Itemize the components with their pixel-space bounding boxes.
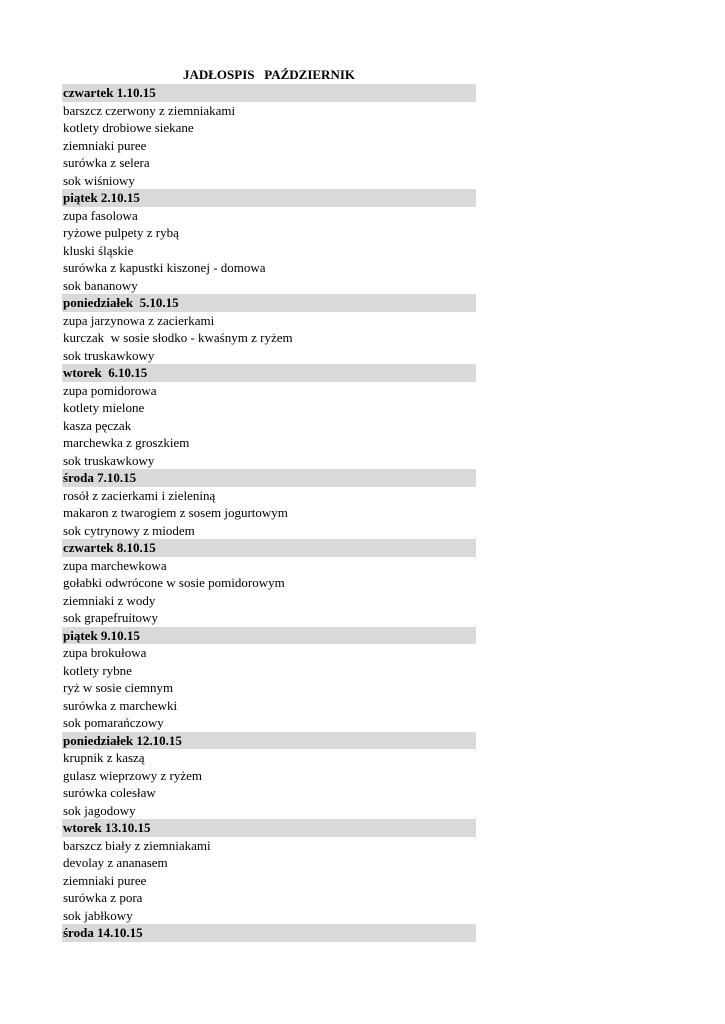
menu-item: sok wiśniowy [63,172,135,188]
menu-item: sok truskawkowy [63,452,155,468]
day-header: piątek 9.10.15 [62,627,476,645]
menu-item: surówka colesław [63,785,156,800]
day-header: środa 7.10.15 [62,469,476,487]
menu-item: sok grapefruitowy [63,610,158,625]
menu-item: kasza pęczak [63,417,132,433]
menu-item: gulasz wieprzowy z ryżem [63,767,202,783]
menu-item: ziemniaki puree [63,872,147,888]
menu-item: marchewka z groszkiem [63,435,190,450]
menu-item: sok truskawkowy [63,347,155,363]
menu-item: barszcz czerwony z ziemniakami [63,102,236,118]
day-header: poniedziałek 5.10.15 [62,294,476,312]
day-header: piątek 2.10.15 [62,189,476,207]
menu-item: sok jabłkowy [63,907,133,923]
menu-item: surówka z marchewki [63,697,178,713]
menu-item: kluski śląskie [63,242,134,258]
menu-item: zupa pomidorowa [63,382,157,398]
menu-item: surówka z selera [63,155,150,170]
day-header: wtorek 6.10.15 [62,364,476,382]
menu-item: devolay z ananasem [63,855,168,870]
menu-item: krupnik z kaszą [63,750,145,765]
menu-item: sok cytrynowy z miodem [63,522,195,538]
menu-item: zupa jarzynowa z zacierkami [63,312,215,328]
menu-item: ryżowe pulpety z rybą [63,225,179,240]
menu-item: zupa brokułowa [63,645,147,660]
menu-item: sok bananowy [63,277,138,293]
day-header: poniedziałek 12.10.15 [62,732,476,750]
day-header: środa 14.10.15 [62,924,476,942]
menu-item: makaron z twarogiem z sosem jogurtowym [63,505,288,520]
menu-item: sok pomarańczowy [63,715,164,730]
menu-item: zupa marchewkowa [63,557,167,573]
day-header: czwartek 8.10.15 [62,539,476,557]
menu-item: barszcz biały z ziemniakami [63,837,211,853]
document-title: JADŁOSPIS PAŹDZIERNIK [182,67,356,82]
menu-item: surówka z pora [63,890,143,905]
day-header: wtorek 13.10.15 [62,819,476,837]
menu-item: gołabki odwrócone w sosie pomidorowym [63,575,285,590]
menu-item: ziemniaki z wody [63,592,156,608]
day-header: czwartek 1.10.15 [62,84,476,102]
menu-item: ryż w sosie ciemnym [63,680,174,695]
menu-item: ziemniaki puree [63,137,147,153]
menu-item: kurczak w sosie słodko - kwaśnym z ryżem [63,330,293,345]
menu-item: zupa fasolowa [63,207,138,223]
menu-item: kotlety rybne [63,662,132,678]
menu-list [62,84,476,942]
menu-item: surówka z kapustki kiszonej - domowa [63,260,266,275]
menu-item: rosół z zacierkami i zieleniną [63,487,216,503]
menu-item: kotlety drobiowe siekane [63,120,194,135]
menu-item: kotlety mielone [63,400,145,415]
menu-item: sok jagodowy [63,802,136,818]
